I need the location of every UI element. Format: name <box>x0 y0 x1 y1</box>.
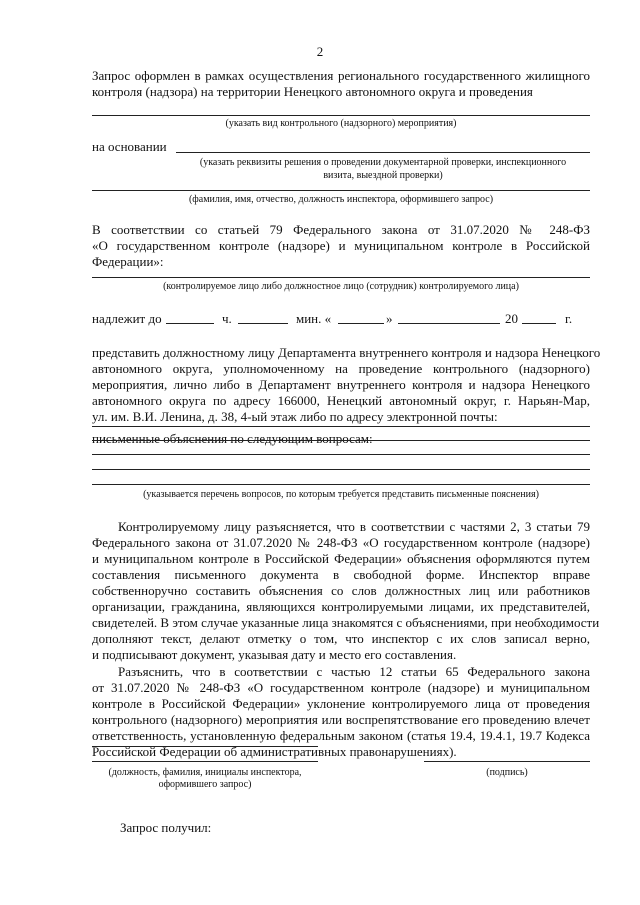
sign-left-caption-line-2: оформившего запрос) <box>158 779 252 790</box>
submit-line-1: представить должностному лицу Департамента внутреннего контроля и надзора Ненецкого <box>92 345 601 360</box>
basis-caption-line-1: (указать реквизиты решения о проведении документарной проверки, инспекционного <box>199 157 567 168</box>
questions-field-1[interactable] <box>92 440 590 441</box>
deadline-minutes-label: мин. « <box>296 311 332 326</box>
controlled-person-caption: (контролируемое лицо либо должностное лицо (сотрудник) контролируемого лица) <box>163 281 519 292</box>
basis-caption-line-2: визита, выездной проверки) <box>323 170 443 181</box>
controlled-person-field[interactable] <box>92 277 590 278</box>
deadline-prefix: надлежит до <box>92 311 162 326</box>
questions-field-2[interactable] <box>92 454 590 455</box>
event-type-field[interactable] <box>92 115 590 116</box>
deadline-minute-field[interactable] <box>238 323 288 324</box>
email-field[interactable] <box>92 426 590 427</box>
deadline-hour-field[interactable] <box>166 323 214 324</box>
questions-caption: (указывается перечень вопросов, по которым требуется представить письменные пояснения) <box>143 489 539 500</box>
explanation-p2-line-5: ответственность, установленную федеральным законом (статья 19.4, 19.4.1, 19.7 Кодекса <box>92 728 590 743</box>
signature-field[interactable] <box>424 761 590 762</box>
submit-line-2: автономного округа, уполномоченному на проведение контрольного (надзорного) <box>92 361 590 376</box>
deadline-quote-close: » <box>386 311 393 326</box>
explanation-p1-line-9: и подписывают документ, указывая дату и место его составления. <box>92 647 457 662</box>
explanation-p2-line-1: Разъяснить, что в соответствии с частью 12 статьи 65 Федерального закона <box>118 664 590 679</box>
law-ref-line-1: В соответствии со статьей 79 Федерального закона от 31.07.2020 № 248-ФЗ <box>92 222 590 237</box>
explanation-p1-line-2: Федерального закона от 31.07.2020 № 248-ФЗ «О государственном контроле (надзоре) <box>92 535 590 550</box>
deadline-hours-label: ч. <box>222 311 232 326</box>
inspector-position-field[interactable] <box>92 761 318 762</box>
questions-field-4[interactable] <box>92 484 590 485</box>
explanation-p1-line-7: свидетелей. В этом случае указанные лица знакомятся с объяснениями, при необходимости <box>92 615 600 630</box>
law-ref-line-2: «О государственном контроле (надзоре) и муниципальном контроле в Российской <box>92 238 590 253</box>
inspector-signature-line-top[interactable] <box>92 746 318 747</box>
basis-field[interactable] <box>176 152 590 153</box>
law-ref-line-3: Федерации»: <box>92 254 164 269</box>
explanation-p1-line-4: составления письменного документа в свободной форме. Инспектор вправе <box>92 567 590 582</box>
inspector-caption: (фамилия, имя, отчество, должность инспектора, оформившего запрос) <box>188 194 494 205</box>
page-number: 2 <box>316 44 324 59</box>
explanation-p1-line-3: и муниципальном контроле в Российской Федерации» объяснения оформляются путем <box>92 551 590 566</box>
explanation-p2-line-6: Российской Федерации об административных правонарушениях). <box>92 744 457 759</box>
submit-line-4: автономного округа по адресу 166000, Ненецкий автономный округ, г. Нарьян-Мар, <box>92 393 590 408</box>
inspector-field[interactable] <box>92 190 590 191</box>
explanation-p2-line-3: контроле в Российской Федерации» уклонение контролируемого лица от проведения <box>92 696 590 711</box>
intro-line-1: Запрос оформлен в рамках осуществления регионального государственного жилищного <box>92 68 590 83</box>
questions-field-3[interactable] <box>92 469 590 470</box>
sign-left-caption-line-1: (должность, фамилия, инициалы инспектора, <box>108 767 302 778</box>
basis-label: на основании <box>92 139 167 154</box>
deadline-year-prefix: 20 <box>505 311 518 326</box>
explanation-p1-line-5: собственноручно составить объяснения со слов должностных лиц или работников <box>92 583 590 598</box>
deadline-day-field[interactable] <box>338 323 384 324</box>
deadline-month-field[interactable] <box>398 323 500 324</box>
received-label: Запрос получил: <box>120 820 212 835</box>
submit-line-5: ул. им. В.И. Ленина, д. 38, 4-ый этаж либо по адресу электронной почты: <box>92 409 498 424</box>
questions-label: письменные объяснения по следующим вопросам: <box>92 431 373 446</box>
sign-right-caption: (подпись) <box>486 767 528 778</box>
explanation-p1-line-6: организации, гражданина, являющихся контролируемыми лицами, их представителей, <box>92 599 590 614</box>
deadline-year-field[interactable] <box>522 323 556 324</box>
explanation-p2-line-4: контрольного (надзорного) мероприятия или воспрепятствование его проведению влечет <box>92 712 590 727</box>
explanation-p1-line-8: дополняют текст, делают отметку о том, что инспектор с их слов записал верно, <box>92 631 590 646</box>
submit-line-3: мероприятия, лично либо в Департамент внутреннего контроля и надзора Ненецкого <box>92 377 590 392</box>
event-type-caption: (указать вид контрольного (надзорного) мероприятия) <box>225 118 457 129</box>
intro-line-2: контроля (надзора) на территории Ненецкого автономного округа и проведения <box>92 84 533 99</box>
explanation-p1-line-1: Контролируемому лицу разъясняется, что в соответствии с частями 2, 3 статьи 79 <box>118 519 590 534</box>
deadline-year-suffix: г. <box>565 311 573 326</box>
explanation-p2-line-2: от 31.07.2020 № 248-ФЗ «О государственном контроле (надзоре) и муниципальном <box>92 680 590 695</box>
